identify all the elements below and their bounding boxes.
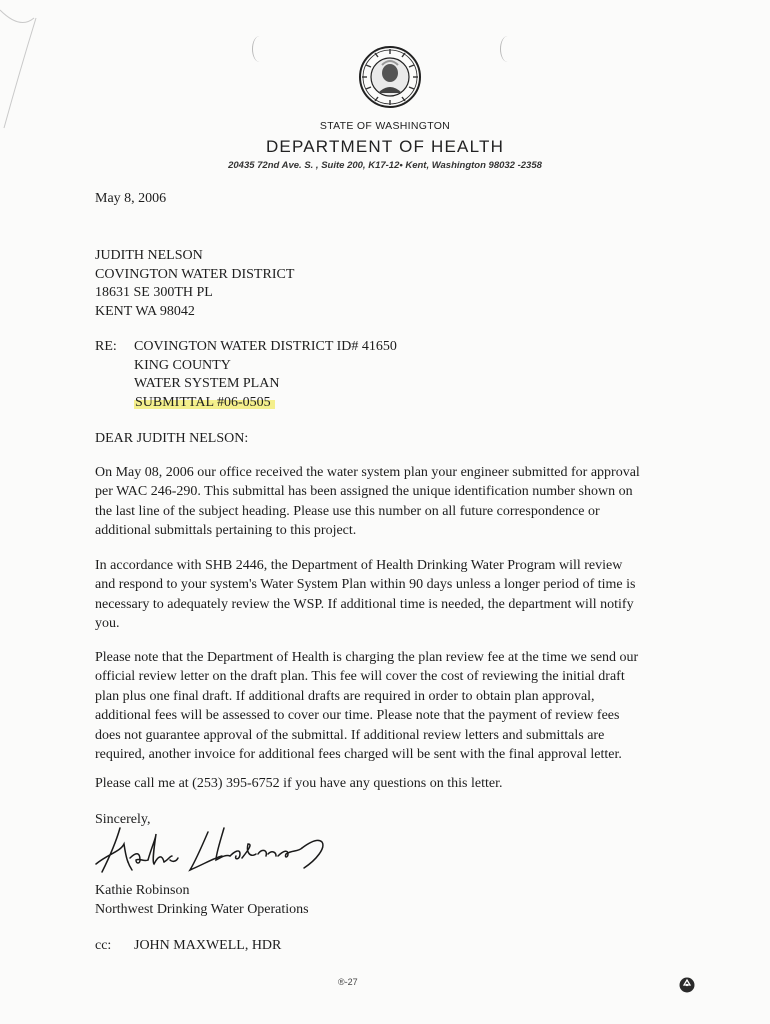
letterhead-state: STATE OF WASHINGTON xyxy=(319,120,451,132)
paragraph-line: per WAC 246-290. This submittal has been assigned the unique identification number shown on xyxy=(95,484,633,500)
signer-title: Northwest Drinking Water Operations xyxy=(95,901,309,917)
letter-date: May 8, 2006 xyxy=(95,191,167,206)
paragraph-line: additional fees will be assessed to cover our time. Please note that the payment of review fees xyxy=(95,708,620,724)
salutation: DEAR JUDITH NELSON: xyxy=(95,431,249,446)
paragraph-line: In accordance with SHB 2446, the Department of Health Drinking Water Program will review xyxy=(95,558,623,573)
paragraph-line: you. xyxy=(95,616,120,632)
paragraph-line: does not guarantee approval of the submittal. If additional review letters and submittals are xyxy=(95,727,605,743)
body-paragraph xyxy=(95,648,638,764)
signer-block xyxy=(95,882,309,919)
handwritten-signature xyxy=(90,818,340,884)
cc-label: cc: xyxy=(95,938,112,953)
paragraph-line: additional submittals pertaining to this project. xyxy=(95,523,357,539)
state-seal-icon xyxy=(358,45,422,109)
recipient-address xyxy=(95,247,294,321)
signer-name: Kathie Robinson xyxy=(95,883,190,898)
paragraph-line: necessary to adequately review the WSP. If additional time is needed, the department will notify xyxy=(95,596,634,612)
paragraph-line: On May 08, 2006 our office received the water system plan your engineer submitted for approval xyxy=(95,465,640,480)
paragraph-line: required, another invoice for additional fees charged will be sent with the final approval letter. xyxy=(95,747,622,763)
paragraph-line: Please call me at (253) 395-6752 if you have any questions on this letter. xyxy=(95,776,503,791)
recipient-line: COVINGTON WATER DISTRICT xyxy=(95,266,295,282)
paragraph-line: Please note that the Department of Health is charging the plan review fee at the time we send our xyxy=(95,650,639,665)
re-line: COVINGTON WATER DISTRICT ID# 41650 xyxy=(134,339,397,354)
cc-recipient: JOHN MAXWELL, HDR xyxy=(134,938,282,953)
paragraph-line: plan plus one final draft. If additional drafts are required in order to obtain plan approval, xyxy=(95,688,595,704)
binder-hole-right xyxy=(500,36,515,62)
re-line: WATER SYSTEM PLAN xyxy=(134,376,280,391)
recipient-line: JUDITH NELSON xyxy=(95,248,203,263)
re-line: KING COUNTY xyxy=(134,357,231,373)
submittal-number-highlighted: SUBMITTAL #06-0505 xyxy=(134,395,275,410)
recipient-line: KENT WA 98042 xyxy=(95,303,195,319)
paragraph-line: official review letter on the draft plan. This fee will cover the cost of reviewing the initial draft xyxy=(95,669,625,685)
paragraph-line: and respond to your system's Water System Plan within 90 days unless a longer period of time is xyxy=(95,577,636,593)
scan-edge-mark xyxy=(0,0,120,140)
body-paragraph xyxy=(95,463,640,541)
body-paragraph xyxy=(95,556,635,634)
re-label: RE: xyxy=(95,339,117,354)
footer-stamp: ®-27 xyxy=(338,977,358,987)
re-subject xyxy=(134,338,397,412)
body-paragraph xyxy=(95,774,502,793)
paragraph-line: the last line of the subject heading. Please use this number on all future correspondence or xyxy=(95,503,600,519)
binder-hole-left xyxy=(252,36,267,62)
letterhead-department: DEPARTMENT OF HEALTH xyxy=(265,137,505,156)
recycle-icon xyxy=(679,977,695,993)
recipient-line: 18631 SE 300TH PL xyxy=(95,285,213,300)
letterhead-address: 20435 72nd Ave. S. , Suite 200, K17-12• Kent, Washington 98032 -2358 xyxy=(228,160,542,171)
closing: Sincerely, xyxy=(95,812,151,827)
